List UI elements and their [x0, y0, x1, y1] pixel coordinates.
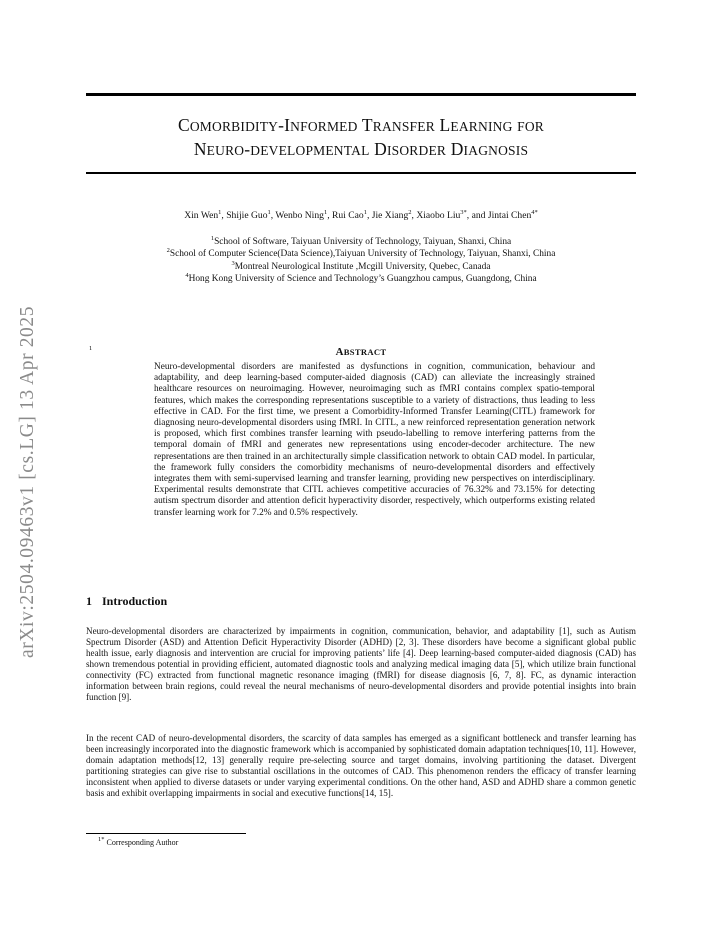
title-top-rule	[86, 93, 636, 96]
section-heading	[86, 594, 167, 609]
abstract-heading: ABSTRACT	[335, 346, 387, 358]
affiliation: $^4$Hong Kong University of Science and Technology’s Guangzhou campus, Guangdong, China	[185, 271, 537, 284]
title-bottom-rule	[86, 172, 636, 174]
paper-title: COMORBIDITY-INFORMED TRANSFER LEARNING FOR NEURO-DEVELOPMENTAL DISORDER DIAGNOSIS	[177, 115, 544, 159]
affiliation: $^3$Montreal Neurological Institute ,Mcgill University, Quebec, Canada	[231, 259, 491, 272]
author: Jintai Chen$^{4*}$	[487, 209, 538, 221]
author: Shijie Guo$^1$,	[226, 209, 276, 221]
abstract-text: Neuro-developmental disorders are manifested as dysfunctions in cognition, communication, behaviour and adaptability, and deep learning-based computer-aided diagnosis (CAD) can alleviate the increasingly strained healthcare resources on neuroimaging. However, neuroimaging such as fMRI contains complex spatio-temporal features, which makes the corresponding representations susceptible to a variety of distractions, thus leading to less effective in CAD. For the first time, we present a Comorbidity-Informed Transfer Learning(CITL) framework for diagnosing neuro-developmental disorders using fMRI. In CITL, a new reinforced representation generation network is proposed, which first combines transfer learning with pseudo-labelling to remove interfering patterns from the temporal domain of fMRI and generates new representations using encoder-decoder architecture. The new representations are then trained in an architecturally simple classification network to obtain CAD model. In particular, the framework fully considers the comorbidity mechanisms of neuro-developmental disorders and effectively integrates them with semi-supervised learning and transfer learning, providing new perspectives on interdisciplinary. Experimental results demonstrate that CITL achieves competitive accuracies of 76.32% and 73.15% for detecting autism spectrum disorder and attention deficit hyperactivity disorder, respectively, which outperforms existing related transfer learning work for 7.2% and 0.5% respectively.	[154, 362, 595, 518]
footnote-rule	[86, 833, 246, 834]
intro-paragraph: Neuro-developmental disorders are characterized by impairments in cognition, communication, behavior, and adaptability [1], such as Autism Spectrum Disorder (ASD) and Attention Deficit Hyperactivity Disorder (ADHD) [2, 3]. These disorders have become a significant global public health issue, early diagnosis and intervention are crucial for improving patients’ life [4]. Deep learning-based computer-aided diagnosis (CAD) has shown tremendous potential in providing efficient, automated diagnostic tools and analyzing medical imaging data [5], which utilize brain functional connectivity (FC) extracted from functional magnetic resonance imaging (fMRI) for disease diagnosis [6, 7, 8]. FC, as dynamic interaction information between brain regions, could reveal the neural mechanisms of neuro-developmental disorders and provide potential insights into brain function [9].	[86, 626, 636, 702]
author: Xin Wen$^1$,	[184, 209, 227, 221]
affiliation: $^1$School of Software, Taiyuan University of Technology, Taiyuan, Shanxi, China	[210, 235, 512, 247]
affiliation-list	[86, 236, 636, 285]
footnote: $^{1*}$ Corresponding Author	[98, 836, 179, 847]
section-number: 1	[86, 594, 92, 608]
section-title: Introduction	[102, 594, 168, 608]
intro-paragraph: In the recent CAD of neuro-developmental disorders, the scarcity of data samples has emerged as a significant bottleneck and transfer learning has been increasingly incorporated into the diagnostic framework which is accompanied by sophisticated domain adaptation techniques[10, 11]. However, domain adaptation methods[12, 13] generally require pre-selecting source and target domains, involving partitioning the dataset. Divergent partitioning strategies can give rise to substantial oscillations in the outcomes of CAD. This phenomenon renders the efficacy of transfer learning inconsistent when applied to diverse datasets or under varying experimental conditions. On the other hand, ASD and ADHD share a common genetic basis and exhibit overlapping impairments in social and executive functions[14, 15].	[86, 733, 636, 798]
author: Jie Xiang$^2$,	[371, 209, 417, 221]
author: Rui Cao$^1$,	[331, 209, 372, 221]
arxiv-stamp: arXiv:2504.09463v1 [cs.LG] 13 Apr 2025	[17, 305, 38, 658]
author: Xiaobo Liu$^{3*}$, and	[416, 209, 488, 221]
author-list	[86, 210, 636, 221]
footnote-marker: 1	[89, 345, 93, 352]
affiliation: $^2$School of Computer Science(Data Science),Taiyuan University of Technology, Taiyuan, Shanxi, China	[166, 247, 556, 260]
author: Wenbo Ning$^1$,	[275, 209, 332, 221]
